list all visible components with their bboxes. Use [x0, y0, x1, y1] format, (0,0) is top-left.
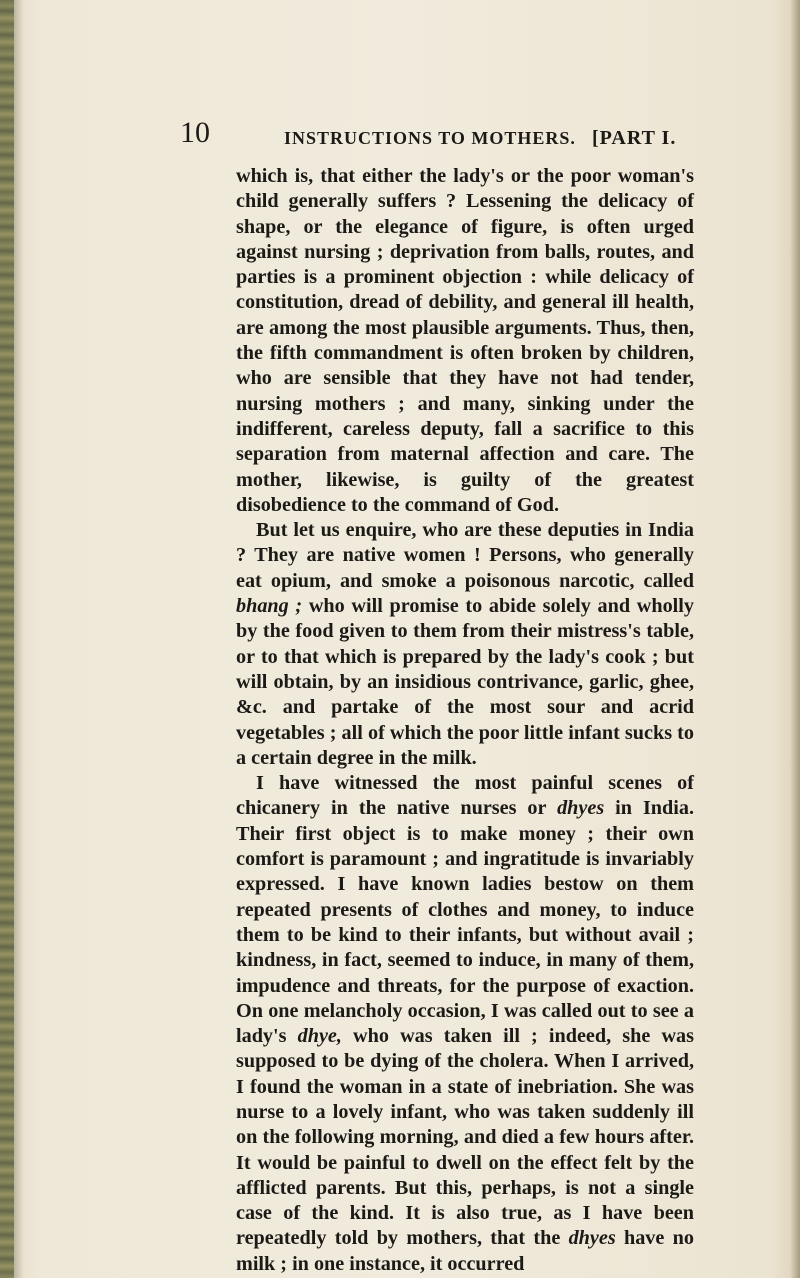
paragraph-3-term-dhye: dhye,	[297, 1025, 342, 1048]
page-header	[180, 116, 700, 156]
paragraph-3-text-a: I have witnessed the most painful scenes of chicanery in the native nurses or	[236, 772, 694, 820]
paragraph-2-text-b: who will promise to abide solely and wholly by the food given to them from their mistress's table, or to that which is prepared by the lady's cook ; but will obtain, by an insidious contrivance, garlic, ghee, &c. and partake of the most sour and acrid vegetables ; all of which the poor little infant sucks to a certain degree in the milk.	[236, 595, 694, 769]
paragraph-1	[236, 164, 694, 518]
running-head: INSTRUCTIONS TO MOTHERS.	[284, 128, 576, 148]
page-number: 10	[180, 116, 210, 149]
paragraph-3-term-dhyes: dhyes	[557, 797, 605, 820]
paragraph-3-term-dhyes-2: dhyes	[568, 1227, 616, 1250]
paragraph-3-text-c: who was taken ill ; indeed, she was supposed to be dying of the cholera. When I arrived, I found the woman in a state of inebriation. She was nurse to a lovely infant, who was taken suddenly ill on the following morning, and died a few hours after. It would be painful to dwell on the effect felt by the afflicted parents. But this, perhaps, is not a single case of the kind. It is also true, as I have been repeatedly told by mothers, that the	[236, 1025, 694, 1250]
paragraph-1-text: which is, that either the lady's or the poor woman's child generally suffers ? Lessening the delicacy of shape, or the elegance of figure, is often urged against nursing ; deprivation from balls, routes, and parties is a prominent objection : while delicacy of constitution, dread of debility, and general ill health, are among the most plausible arguments. Thus, then, the fifth commandment is often broken by children, who are sensible that they have not had tender, nursing mothers ; and many, sinking under the indifferent, careless deputy, fall a sacrifice to this separation from maternal affection and care. The mother, likewise, is guilty of the greatest disobedience to the command of God.	[236, 165, 694, 516]
paragraph-2	[236, 518, 694, 771]
paragraph-2-text-a: But let us enquire, who are these deputies in India ? They are native women ! Persons, who generally eat opium, and smoke a poisonous narcotic, called	[236, 519, 694, 592]
book-spine-edge	[0, 0, 14, 1278]
paragraph-2-term-bhang: bhang ;	[236, 595, 303, 618]
part-label: [PART I.	[592, 127, 677, 149]
paragraph-3-text-b: in India. Their first object is to make money ; their own comfort is paramount ; and ingratitude is invariably expressed. I have known ladies bestow on them repeated presents of clothes and money, to induce them to be kind to their infants, but without avail ; kindness, in fact, seemed to induce, in many of them, impudence and threats, for the purpose of exaction. On one melancholy occasion, I was called out to see a lady's	[236, 797, 694, 1048]
paragraph-3-text-d: have no milk ; in one instance, it occurred	[236, 1227, 694, 1275]
paragraph-3	[236, 771, 694, 1277]
page-right-edge	[790, 0, 800, 1278]
body-text	[236, 164, 694, 1277]
